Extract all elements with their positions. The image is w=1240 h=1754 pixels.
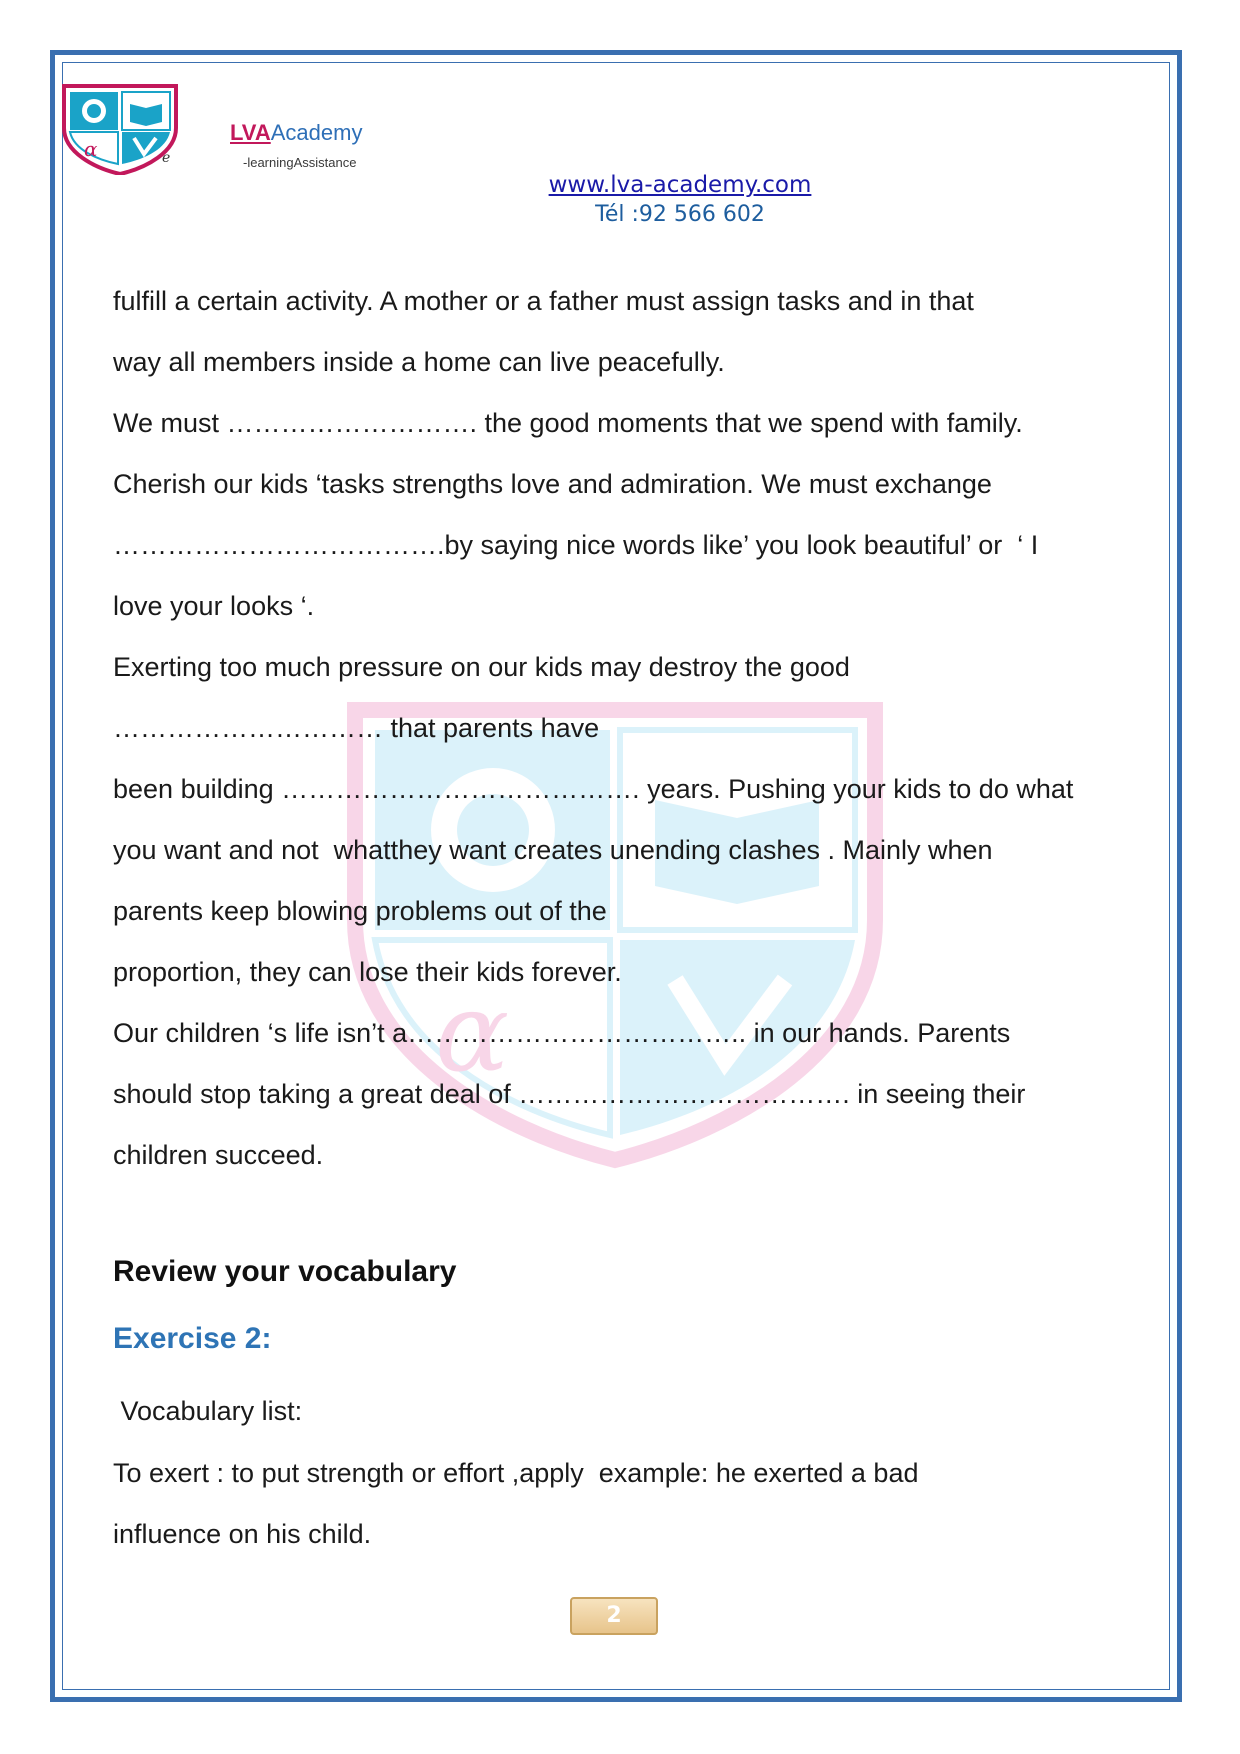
body-line: love your looks ‘.: [113, 591, 315, 621]
body-line: ……………………………….by saying nice words like’ you look beautiful’ or ‘ I: [113, 530, 1039, 560]
body-line: Cherish our kids ‘tasks strengths love and admiration. We must exchange: [113, 469, 992, 499]
body-line: you want and not whatthey want creates unending clashes . Mainly when: [113, 835, 993, 865]
body-line: Exerting too much pressure on our kids may destroy the good: [113, 652, 850, 682]
body-line: children succeed.: [113, 1140, 324, 1170]
body-line: should stop taking a great deal of ………………………………. in seeing their: [113, 1079, 1026, 1109]
body-line: way all members inside a home can live peacefully.: [113, 347, 725, 377]
body-line: We must ………………………. the good moments that we spend with family.: [113, 408, 1023, 438]
body-line: been building …………………………………. years. Pushing your kids to do what: [113, 774, 1074, 804]
section-heading: Review your vocabulary: [113, 1255, 457, 1288]
body-line: parents keep blowing problems out of the: [113, 896, 607, 926]
body-line: fulfill a certain activity. A mother or a father must assign tasks and in that: [113, 286, 974, 316]
body-line: proportion, they can lose their kids forever.: [113, 957, 622, 987]
brand-tagline: -learningAssistance: [243, 155, 357, 170]
logo-letter: e: [162, 150, 171, 166]
vocabulary-list-label: Vocabulary list:: [113, 1396, 303, 1426]
brand-name: [230, 120, 362, 146]
brand-lva: LVA: [230, 120, 271, 145]
svg-text:α: α: [435, 968, 510, 1096]
page-number: 2: [570, 1597, 658, 1635]
brand-academy: Academy: [270, 120, 363, 145]
website-link[interactable]: www.lva-academy.com: [548, 172, 812, 198]
exercise-title: Exercise 2:: [113, 1322, 272, 1355]
phone-number: Tél :92 566 602: [595, 202, 765, 227]
body-line: ………………………… that parents have: [113, 713, 600, 743]
vocabulary-line: To exert : to put strength or effort ,apply example: he exerted a bad: [113, 1458, 919, 1488]
svg-text:α: α: [84, 137, 98, 161]
body-line: Our children ‘s life isn’t a……………………………….. in our hands. Parents: [113, 1018, 1011, 1048]
vocabulary-line: influence on his child.: [113, 1519, 372, 1549]
